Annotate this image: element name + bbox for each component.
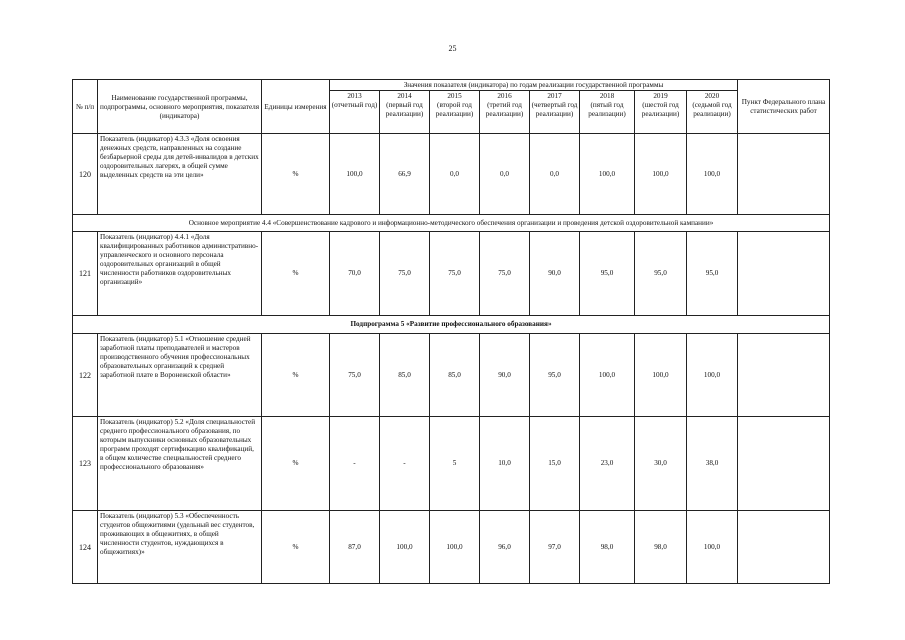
row-num: 121 (73, 232, 98, 316)
year-label: 2018 (599, 92, 615, 100)
row-value: 96,0 (480, 511, 530, 584)
year-note: (четвертый год реализации) (531, 101, 578, 118)
row-value: 100,0 (330, 134, 380, 215)
indicators-table (72, 79, 830, 584)
row-value: 70,0 (330, 232, 380, 316)
row-value: 0,0 (530, 134, 580, 215)
row-name: Показатель (индикатор) 5.2 «Доля специальностей среднего профессионального образования, по которым выпускники основных образовательных программ проходят сертификацию квалификаций, в общем количестве специальностей среднего профессионального образования» (98, 417, 262, 511)
header-year (687, 91, 738, 134)
row-value: - (380, 417, 430, 511)
row-value: 98,0 (580, 511, 635, 584)
row-fed (738, 511, 830, 584)
row-value: 0,0 (430, 134, 480, 215)
row-value: 15,0 (530, 417, 580, 511)
header-year (480, 91, 530, 134)
header-fed-plan: Пункт Федерального плана статистических работ (738, 80, 830, 134)
year-note: (седьмой год реализации) (692, 101, 732, 118)
row-value: 85,0 (430, 334, 480, 417)
row-value: 90,0 (480, 334, 530, 417)
row-unit: % (262, 511, 330, 584)
row-value: 66,9 (380, 134, 430, 215)
row-value: 90,0 (530, 232, 580, 316)
row-num: 124 (73, 511, 98, 584)
header-year (635, 91, 687, 134)
year-label: 2015 (447, 92, 462, 100)
row-value: 100,0 (635, 134, 687, 215)
row-name: Показатель (индикатор) 5.1 «Отношение средней заработной платы преподавателей и мастеров производственного обучения профессиональных образовательных организаций к средней заработной плате в Воронежской области» (98, 334, 262, 417)
year-note: (отчетный год) (331, 101, 378, 109)
section-row (73, 215, 830, 232)
row-value: 5 (430, 417, 480, 511)
row-value: 75,0 (330, 334, 380, 417)
header-values-group: Значения показателя (индикатора) по годам реализации государственной программы (330, 80, 738, 91)
year-label: 2016 (497, 92, 512, 100)
row-fed (738, 417, 830, 511)
row-num: 120 (73, 134, 98, 215)
row-value: 100,0 (687, 134, 738, 215)
row-value: 100,0 (687, 334, 738, 417)
table-row (73, 232, 830, 316)
row-value: 100,0 (380, 511, 430, 584)
year-label: 2014 (397, 92, 412, 100)
row-value: 95,0 (635, 232, 687, 316)
header-year (530, 91, 580, 134)
row-value: 87,0 (330, 511, 380, 584)
row-value: 100,0 (580, 334, 635, 417)
row-value: 10,0 (480, 417, 530, 511)
row-value: 38,0 (687, 417, 738, 511)
row-name: Показатель (индикатор) 5.3 «Обеспеченность студентов общежитиями (удельный вес студентов, проживающих в общежитиях, в общей численности студентов, нуждающихся в общежитиях)» (98, 511, 262, 584)
header-year (430, 91, 480, 134)
year-note: (шестой год реализации) (641, 101, 680, 118)
header-num: № п/п (73, 80, 98, 134)
row-name: Показатель (индикатор) 4.3.3 «Доля освоения денежных средств, направленных на создание безбарьерной среды для детей-инвалидов в детских оздоровительных лагерях, в общей сумме выделенных средств на эти цели» (98, 134, 262, 215)
header-name: Наименование государственной программы, подпрограммы, основного мероприятия, показателя (индикатора) (98, 80, 262, 134)
header-unit: Единицы измерения (262, 80, 330, 134)
header-year (330, 91, 380, 134)
row-value: 98,0 (635, 511, 687, 584)
row-num: 122 (73, 334, 98, 417)
year-label: 2020 (704, 92, 720, 100)
header-year (580, 91, 635, 134)
table-row (73, 334, 830, 417)
row-value: 95,0 (580, 232, 635, 316)
row-unit: % (262, 334, 330, 417)
year-note: (пятый год реализации) (588, 101, 626, 118)
year-note: (первый год реализации) (385, 101, 424, 118)
year-label: 2013 (347, 92, 362, 100)
row-value: 100,0 (635, 334, 687, 417)
row-fed (738, 334, 830, 417)
section-row (73, 316, 830, 334)
section-subprogram-5: Подпрограмма 5 «Развитие профессионального образования» (73, 316, 830, 334)
row-value: 75,0 (380, 232, 430, 316)
table-row (73, 134, 830, 215)
row-value: 85,0 (380, 334, 430, 417)
row-value: 95,0 (530, 334, 580, 417)
row-value: - (330, 417, 380, 511)
table-row (73, 417, 830, 511)
row-value: 100,0 (430, 511, 480, 584)
row-value: 30,0 (635, 417, 687, 511)
page-number: 25 (448, 44, 457, 53)
row-value: 97,0 (530, 511, 580, 584)
row-value: 75,0 (480, 232, 530, 316)
row-fed (738, 232, 830, 316)
year-note: (третий год реализации) (485, 101, 524, 118)
year-label: 2019 (653, 92, 668, 100)
row-name: Показатель (индикатор) 4.4.1 «Доля квалифицированных работников административно-управленческого и основного персонала оздоровительных организаций в общей численности работников оздоровительных организаций» (98, 232, 262, 316)
row-value: 23,0 (580, 417, 635, 511)
row-value: 100,0 (687, 511, 738, 584)
year-note: (второй год реализации) (435, 101, 474, 118)
row-value: 100,0 (580, 134, 635, 215)
row-value: 75,0 (430, 232, 480, 316)
row-value: 95,0 (687, 232, 738, 316)
row-unit: % (262, 417, 330, 511)
row-unit: % (262, 134, 330, 215)
table-row (73, 511, 830, 584)
row-fed (738, 134, 830, 215)
row-num: 123 (73, 417, 98, 511)
header-year (380, 91, 430, 134)
year-label: 2017 (547, 92, 562, 100)
row-value: 0,0 (480, 134, 530, 215)
section-main-activity-4-4: Основное мероприятие 4.4 «Совершенствование кадрового и информационно-методического обеспечения организации и проведения детской оздоровительной кампании» (73, 215, 830, 232)
row-unit: % (262, 232, 330, 316)
